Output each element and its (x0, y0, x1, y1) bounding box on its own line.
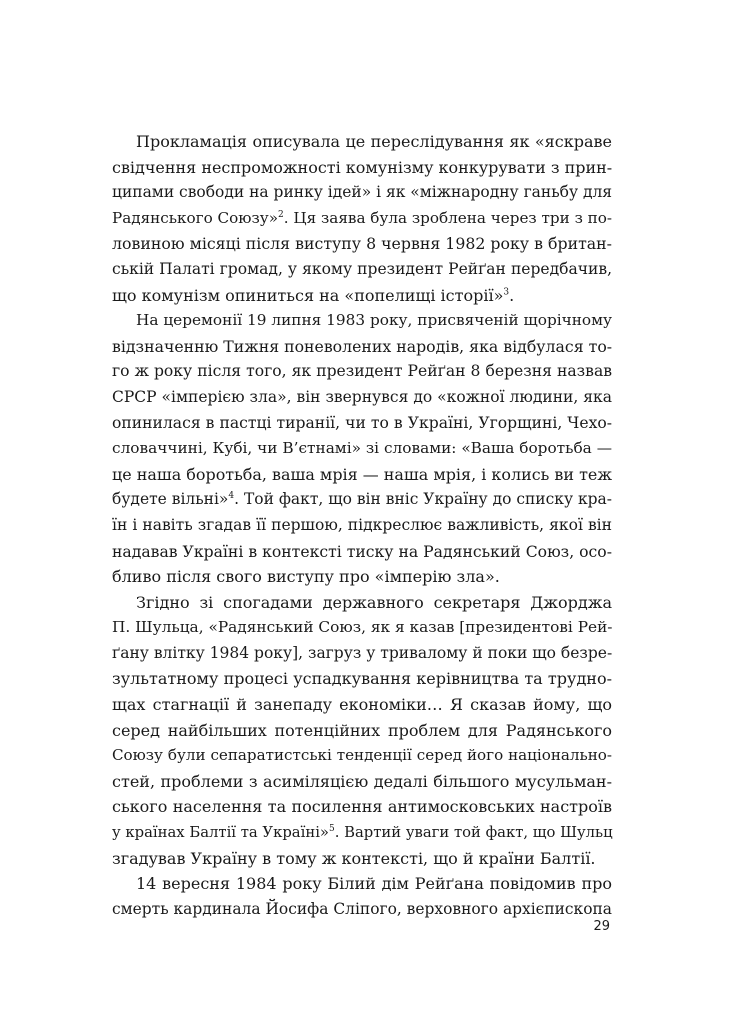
line-text: бливо після свого виступу про «імперію зла». (112, 567, 500, 587)
line-text-continued: . (509, 285, 515, 305)
line-text: ського населення та посилення антимосковських настроїв (112, 797, 612, 817)
text-line (136, 129, 612, 155)
text-line (112, 257, 612, 283)
text-line (112, 794, 612, 820)
body-text (112, 129, 612, 922)
text-line (112, 231, 612, 257)
line-text-continued: . Вартий уваги той факт, що Шульц (334, 824, 613, 842)
text-line (112, 155, 612, 181)
text-line (112, 743, 612, 769)
line-text: зультатному процесі успадкування керівництва та трудно- (112, 669, 612, 689)
line-text: 14 вересня 1984 року Білий дім Рейґана повідомив про (136, 874, 612, 894)
line-text: Згідно зі спогадами державного секретаря Джорджа (136, 592, 612, 612)
line-text: словаччині, Кубі, чи В’єтнамі» зі словами: «Ваша боротьба — (112, 439, 612, 458)
text-line (112, 180, 612, 206)
line-text: їн і навіть згадав її першою, підкреслює важливість, якої він (112, 515, 612, 534)
text-line (112, 359, 612, 385)
line-text: На церемонії 19 липня 1983 року, присвяченій щорічному (136, 311, 612, 330)
line-text: П. Шульца, «Радянський Союз, як я казав [президентові Рей- (112, 618, 613, 637)
text-line (112, 615, 612, 641)
text-line (136, 871, 612, 897)
text-line (112, 897, 612, 923)
text-line (112, 820, 612, 846)
footnote-marker: 4 (228, 491, 235, 502)
line-text: серед найбільших потенційних проблем для Радянського (112, 720, 612, 740)
line-text: у країнах Балтії та Україні» (112, 824, 329, 842)
line-text-continued: . Той факт, що він вніс Україну до списку кра- (234, 490, 612, 509)
text-line (112, 513, 612, 539)
line-text: це наша боротьба, ваша мрія — наша мрія, і колись ви теж (112, 464, 612, 484)
line-text: стей, проблеми з асиміляцією дедалі більшого мусульман- (112, 771, 612, 791)
line-text: смерть кардинала Йосифа Сліпого, верховного архієпископа (112, 899, 612, 918)
line-text: що комунізм опиниться на «попелищі історії» (112, 285, 504, 305)
footnote-marker: 3 (503, 287, 510, 298)
footnote-marker: 5 (328, 824, 335, 835)
line-text: надавав Україні в контексті тиску на Радянський Союз, осо- (112, 541, 612, 561)
line-text: опинилася в пастці тиранії, чи то в Україні, Угорщині, Чехо- (112, 413, 612, 432)
text-line (112, 206, 612, 232)
line-text: щах стагнації й занепаду економіки… Я сказав йому, що (112, 695, 612, 715)
footnote-marker: 2 (278, 209, 284, 220)
line-text: ській Палаті громад, у якому президент Рейґан передбачив, (112, 259, 612, 278)
text-line (112, 334, 612, 360)
text-line (112, 641, 612, 667)
line-text: Прокламація описувала це переслідування як «яскраве (136, 132, 612, 151)
line-text: ципами свободи на ринку ідей» і як «міжнародну ганьбу для (112, 183, 613, 202)
line-text: згадував Україну в тому ж контексті, що й країни Балтії. (112, 848, 596, 868)
text-line (112, 283, 612, 309)
line-text: СРСР «імперією зла», він звернувся до «кожної людини, яка (112, 387, 612, 406)
text-line (112, 462, 612, 488)
line-text: відзначенню Тижня поневолених народів, яка відбулася то- (112, 336, 613, 356)
text-line (112, 692, 612, 718)
text-line (112, 769, 612, 795)
text-line (112, 385, 612, 411)
line-text: Радянського Союзу» (112, 208, 278, 227)
text-line (112, 846, 612, 872)
page-number: 29 (593, 919, 610, 934)
text-line (136, 308, 612, 334)
line-text: ловиною місяці після виступу 8 червня 1982 року в британ- (112, 234, 612, 254)
line-text: ґану влітку 1984 року], загруз у тривалому й поки що безре- (112, 643, 613, 662)
line-text: Союзу були сепаратистські тенденції серед його національно- (112, 746, 612, 765)
text-line (112, 411, 612, 437)
line-text-continued: . Ця заява була зроблена через три з по- (283, 208, 613, 227)
line-text: го ж року після того, як президент Рейґан 8 березня назвав (112, 362, 612, 381)
line-text: будете вільні» (112, 490, 229, 509)
text-line (136, 590, 612, 616)
text-line (112, 718, 612, 744)
text-line (112, 487, 612, 513)
text-line (112, 436, 612, 462)
text-line (112, 564, 612, 590)
line-text: свідчення неспроможності комунізму конкурувати з прин- (112, 157, 613, 177)
text-line (112, 539, 612, 565)
text-line (112, 666, 612, 692)
